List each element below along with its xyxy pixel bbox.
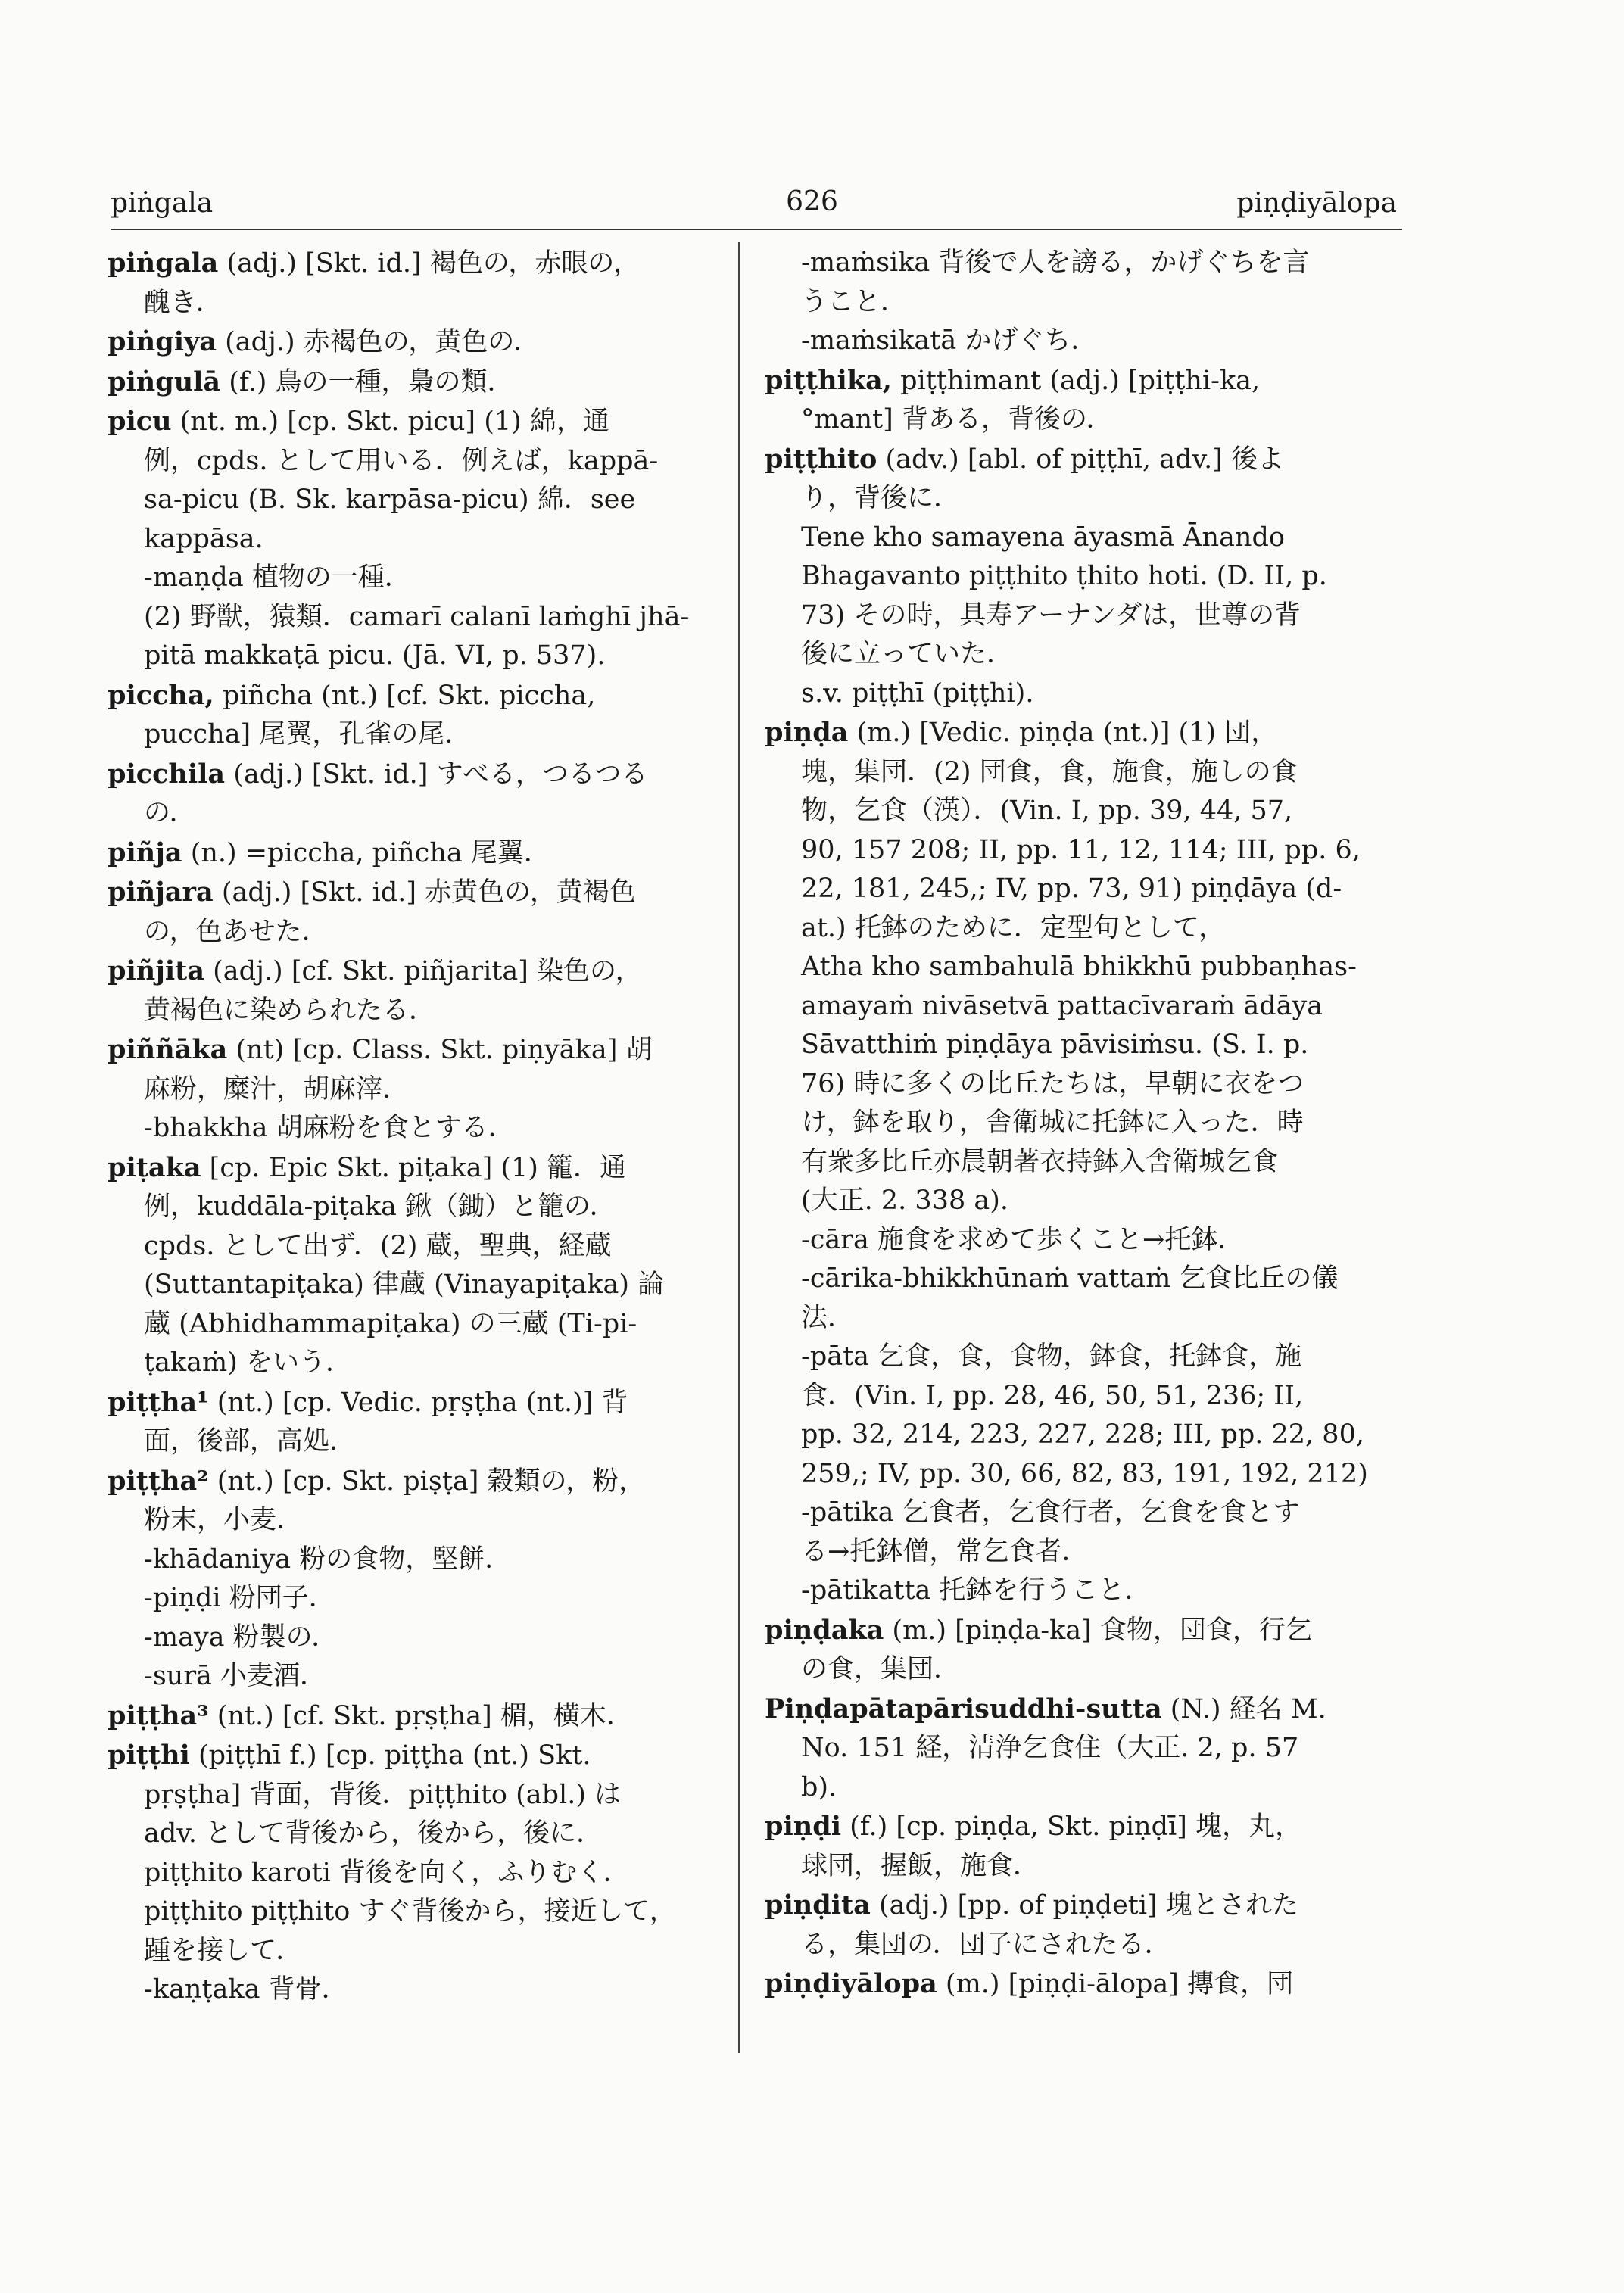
entry-continuation-line: 73) その時，具寿アーナンダは，世尊の背 <box>801 600 1301 631</box>
entry-headword-line: piṭṭhika, piṭṭhimant (adj.) [piṭṭhi-ka, <box>765 364 1261 396</box>
entry-continuation-line: Atha kho sambahulā bhikkhū pubbaṇhas- <box>801 952 1357 982</box>
entry-continuation-line: -khādaniya 粉の食物，堅餅． <box>144 1544 512 1575</box>
entry-continuation-line: -pātika 乞食者，乞食行者，乞食を食とす <box>801 1497 1300 1528</box>
entry-continuation-line: piṭṭhito karoti 背後を向く，ふりむく． <box>144 1857 630 1888</box>
entry-headword-line: piṇḍa (m.) [Vedic. piṇḍa (nt.)] (1) 団， <box>765 717 1278 748</box>
entry-continuation-line: 76) 時に多くの比丘たちは，早朝に衣をつ <box>801 1068 1304 1099</box>
entry-continuation-line: (大正. 2. 338 a). <box>801 1185 1009 1216</box>
entry-continuation-line: 黄褐色に染められたる． <box>144 995 436 1026</box>
entry-headword-line: piñjara (adj.) [Skt. id.] 赤黄色の，黄褐色 <box>108 877 636 908</box>
entry-continuation-line: kappāsa. <box>144 523 263 554</box>
entry-continuation-line: sa-picu (B. Sk. karpāsa-picu) 綿．see <box>144 484 636 515</box>
entry-headword-line: piṭṭhito (adv.) [abl. of piṭṭhī, adv.] 後よ <box>765 443 1284 475</box>
entry-continuation-line: pṛṣṭha] 背面，背後．piṭṭhito (abl.) は <box>144 1779 622 1810</box>
entry-headword-line: piṭṭha¹ (nt.) [cp. Vedic. pṛṣṭha (nt.)] 背 <box>108 1386 628 1418</box>
entry-continuation-line: 90, 157 208; II, pp. 11, 12, 114; III, pp. 6, <box>801 834 1361 865</box>
entry-continuation-line: -pāta 乞食，食，食物，鉢食，托鉢食，施 <box>801 1341 1302 1372</box>
entry-continuation-line: No. 151 経，清浄乞食住（大正. 2, p. 57 <box>801 1733 1299 1763</box>
entry-continuation-line: 例，kuddāla-piṭaka 鍬（鋤）と籠の． <box>144 1192 616 1222</box>
entry-headword-line: piṭṭhi (piṭṭhī f.) [cp. piṭṭha (nt.) Skt. <box>108 1740 591 1771</box>
entry-continuation-line: -kaṇṭaka 背骨． <box>144 1974 348 2005</box>
entry-continuation-line: (Suttantapiṭaka) 律蔵 (Vinayapiṭaka) 論 <box>144 1270 665 1300</box>
entry-continuation-line: Bhagavanto piṭṭhito ṭhito hoti. (D. II, p. <box>801 561 1327 591</box>
entry-continuation-line: -maṁsika 背後で人を謗る，かげぐちを言 <box>801 248 1310 278</box>
running-head-left: piṅgala <box>111 188 214 219</box>
entry-continuation-line: piṭṭhito piṭṭhito すぐ背後から，接近して， <box>144 1896 676 1927</box>
entry-continuation-line: 蔵 (Abhidhammapiṭaka) の三蔵 (Ti-pi- <box>144 1308 637 1339</box>
entry-headword-line: piṇḍiyālopa (m.) [piṇḍi-ālopa] 摶食，団 <box>765 1968 1294 1999</box>
entry-continuation-line: -maṇḍa 植物の一種． <box>144 562 411 593</box>
entry-continuation-line: 259,; IV, pp. 30, 66, 82, 83, 191, 192, 212) <box>801 1458 1368 1489</box>
entry-continuation-line: る，集団の．団子にされたる． <box>801 1929 1171 1960</box>
entry-continuation-line: 物，乞食（漢）．(Vin. I, pp. 39, 44, 57, <box>801 796 1293 826</box>
entry-headword-line: piccha, piñcha (nt.) [cf. Skt. piccha, <box>108 679 596 711</box>
entry-continuation-line: うこと． <box>801 286 908 317</box>
entry-continuation-line: Tene kho samayena āyasmā Ānando <box>801 522 1285 553</box>
entry-continuation-line: 塊，集団．(2) 団食，食，施食，施しの食 <box>801 756 1298 787</box>
entry-continuation-line: の，色あせた． <box>144 916 329 947</box>
entry-continuation-line: at.) 托鉢のために．定型句として， <box>801 912 1226 943</box>
running-head-right: piṇḍiyālopa <box>1236 188 1397 219</box>
entry-continuation-line: 例，cpds. として用いる．例えば，kappā- <box>144 445 659 476</box>
page-number: 626 <box>786 186 838 217</box>
entry-continuation-line: -bhakkha 胡麻粉を食とする． <box>144 1113 515 1143</box>
entry-continuation-line: pitā makkaṭā picu. (Jā. VI, p. 537). <box>144 640 606 671</box>
right-column <box>765 244 1408 2005</box>
entry-continuation-line: -maṁsikatā かげぐち． <box>801 326 1098 356</box>
entry-headword-line: piññāka (nt) [cp. Class. Skt. piṇyāka] 胡 <box>108 1034 653 1065</box>
entry-continuation-line: -maya 粉製の． <box>144 1622 338 1653</box>
entry-continuation-line: 有衆多比丘亦晨朝著衣持鉢入舎衛城乞食 <box>801 1146 1279 1177</box>
entry-continuation-line: -piṇḍi 粉団子． <box>144 1583 335 1613</box>
entry-continuation-line: (2) 野獣，猿類．camarī calanī laṁghī jhā- <box>144 601 690 632</box>
entry-continuation-line: -pātikatta 托鉢を行うこと． <box>801 1575 1152 1606</box>
entry-continuation-line: -surā 小麦酒． <box>144 1661 327 1691</box>
header-rule <box>111 229 1402 230</box>
entry-continuation-line: cpds. として出ず．(2) 蔵，聖典，経蔵 <box>144 1230 612 1261</box>
entry-continuation-line: °mant] 背ある，背後の． <box>801 404 1113 435</box>
entry-headword-line: piṭaka [cp. Epic Skt. piṭaka] (1) 籠．通 <box>108 1151 627 1183</box>
column-divider <box>738 242 740 2053</box>
entry-continuation-line: ṭakaṁ) をいう． <box>144 1347 352 1378</box>
entry-continuation-line: 麻粉，糜汁，胡麻滓． <box>144 1073 410 1104</box>
entry-continuation-line: け，鉢を取り，舎衛城に托鉢に入った．時 <box>801 1108 1304 1138</box>
entry-continuation-line: 面，後部，高処． <box>144 1426 357 1456</box>
entry-continuation-line: の食，集団． <box>801 1654 961 1684</box>
entry-continuation-line: Sāvatthiṁ piṇḍāya pāvisiṁsu. (S. I. p. <box>801 1030 1309 1060</box>
entry-continuation-line: adv. として背後から，後から，後に． <box>144 1818 603 1849</box>
entry-continuation-line: る→托鉢僧，常乞食者． <box>801 1536 1089 1567</box>
entry-continuation-line: 粉末，小麦． <box>144 1505 304 1535</box>
entry-continuation-line: -cārika-bhikkhūnaṁ vattaṁ 乞食比丘の儀 <box>801 1263 1339 1294</box>
entry-headword-line: piñja (n.) =piccha, piñcha 尾翼． <box>108 837 550 868</box>
entry-continuation-line: 法． <box>801 1302 855 1333</box>
entry-continuation-line: 球団，握飯，施食． <box>801 1850 1040 1881</box>
entry-headword-line: piṇḍita (adj.) [pp. of piṇḍeti] 塊とされた <box>765 1890 1298 1921</box>
entry-continuation-line: 22, 181, 245,; IV, pp. 73, 91) piṇḍāya (d- <box>801 874 1342 904</box>
entry-continuation-line: s.v. piṭṭhī (piṭṭhi). <box>801 678 1034 709</box>
entry-continuation-line: り，背後に． <box>801 483 961 513</box>
entry-headword-line: picu (nt. m.) [cp. Skt. picu] (1) 綿，通 <box>108 406 609 437</box>
entry-headword-line: piṅgala (adj.) [Skt. id.] 褐色の，赤眼の， <box>108 248 641 279</box>
entry-headword-line: piñjita (adj.) [cf. Skt. piñjarita] 染色の， <box>108 955 642 986</box>
entry-headword-line: piṅgiya (adj.) 赤褐色の，黄色の． <box>108 326 541 357</box>
entry-headword-line: piṭṭha² (nt.) [cp. Skt. piṣṭa] 穀類の，粉， <box>108 1465 646 1497</box>
entry-continuation-line: -cāra 施食を求めて歩くこと→托鉢． <box>801 1224 1245 1255</box>
entry-continuation-line: amayaṁ nivāsetvā pattacīvaraṁ ādāya <box>801 990 1323 1021</box>
entry-headword-line: picchila (adj.) [Skt. id.] すべる，つるつる <box>108 758 648 790</box>
entry-continuation-line: の． <box>144 798 196 828</box>
entry-headword-line: piṇḍaka (m.) [piṇḍa-ka] 食物，団食，行乞 <box>765 1614 1312 1646</box>
entry-continuation-line: puccha] 尾翼，孔雀の尾． <box>144 719 472 749</box>
entry-continuation-line: 後に立っていた． <box>801 639 1014 669</box>
entry-continuation-line: 醜き． <box>144 287 223 318</box>
entry-continuation-line: 踵を接して． <box>144 1935 303 1966</box>
entry-continuation-line: b). <box>801 1771 837 1802</box>
left-column <box>108 244 719 2010</box>
entry-headword-line: piṇḍi (f.) [cp. piṇḍa, Skt. piṇḍī] 塊，丸， <box>765 1811 1301 1842</box>
entry-headword-line: piṭṭha³ (nt.) [cf. Skt. pṛṣṭha] 楣，横木． <box>108 1699 633 1731</box>
entry-continuation-line: pp. 32, 214, 223, 227, 228; III, pp. 22, 80, <box>801 1419 1364 1450</box>
entry-continuation-line: 食．(Vin. I, pp. 28, 46, 50, 51, 236; II, <box>801 1380 1304 1411</box>
entry-headword-line: piṅgulā (f.) 鳥の一種，梟の類． <box>108 366 514 397</box>
entry-headword-line: Piṇḍapātapārisuddhi-sutta (N.) 経名 M. <box>765 1693 1326 1724</box>
